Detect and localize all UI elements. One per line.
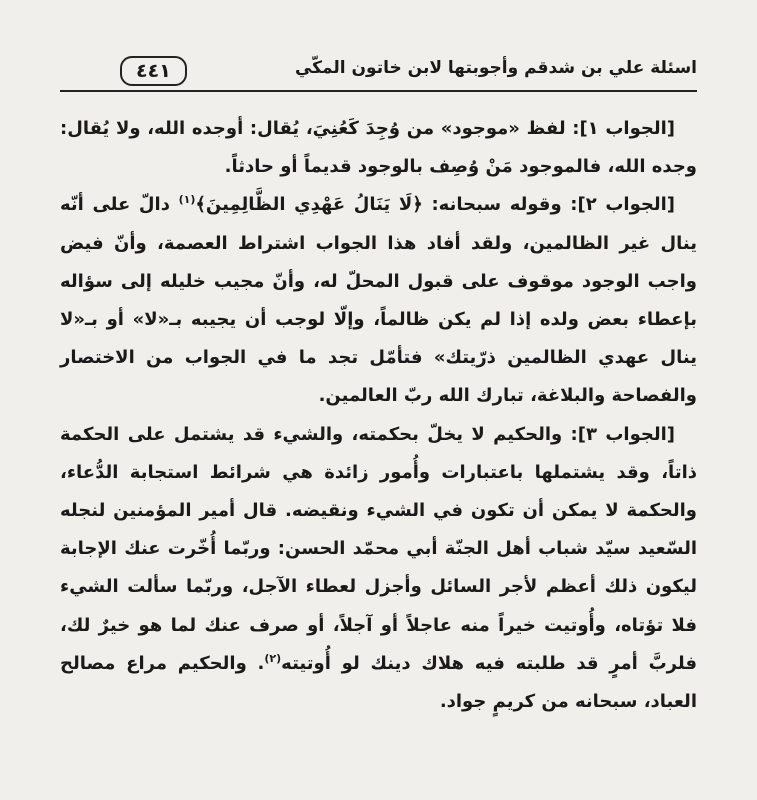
page-number: ٤٤١ xyxy=(120,56,187,86)
page-header xyxy=(60,56,697,96)
header-rule xyxy=(60,90,697,92)
paragraph-text: : لفظ «موجود» من وُجِدَ كَعُنِيَ، يُقال: أوجده الله، ولا يُقال: وجده الله، فالموجود مَنْ وُصِف بالوجود قديماً أو حادثاً. xyxy=(60,118,697,178)
footnote-marker: (١) xyxy=(178,193,196,207)
paragraph-text: دالّ على أنّه ينال غير الظالمين، ولقد أفاد هذا الجواب اشتراط العصمة، وأنّ فيض واجب الوجود موقوف على قبول المحلّ له، وأنّ مجيب خليله إلى سؤاله بإعطاء بعض ولده إذا لم يكن ظالماً، وإلّا لوجب أن يجيبه بـ«لا» أو بـ«لا ينال عهدي الظالمين ذرّيتك» فتأمّل تجد ما في الجواب من الاختصار والفصاحة والبلاغة، تبارك الله ربّ العالمين. xyxy=(60,194,697,407)
body-text xyxy=(60,110,697,721)
running-title: اسئلة علي بن شدقم وأجوبتها لابن خاتون المكّي xyxy=(294,58,697,78)
paragraph-answer-3 xyxy=(60,416,697,722)
answer-label: [الجواب ٢] xyxy=(577,194,676,216)
paragraph-text: . والحكيم مراع مصالح العباد، سبحانه من كريمٍ جواد. xyxy=(60,652,697,713)
paragraph-answer-2 xyxy=(60,186,697,415)
answer-label: [الجواب ١] xyxy=(579,118,676,139)
paragraph-text: : وقوله سبحانه: ﴿لَا يَنَالُ عَهْدِي الظَّالِمِينَ﴾ xyxy=(195,194,578,216)
footnote-marker: (٢) xyxy=(264,651,282,665)
answer-label: [الجواب ٣] xyxy=(577,423,676,445)
paragraph-text: : والحكيم لا يخلّ بحكمته، والشيء قد يشتمل على الحكمة ذاتاً، وقد يشتملها باعتبارات وأُمور زائدة هي شرائط استجابة الدُّعاء، والحكمة لا يمكن أن تكون في الشيء ونقيضه. قال أمير المؤمنين لنجله السّعيد سيّد شباب أهل الجنّة أبي محمّد الحسن: وربّما أُخّرت عنك الإجابة ليكون ذلك أعظم لأجر السائل وأجزل لعطاء الآجل، وربّما سألت الشيء فلا تؤتاه، وأُوتيت خيراً منه عاجلاً أو آجلاً، أو صرف عنك لما هو خيرٌ لك، فلربَّ أمرٍ قد طلبته فيه هلاك دينك لو أُوتيته xyxy=(60,423,698,674)
paragraph-answer-1 xyxy=(60,110,697,186)
